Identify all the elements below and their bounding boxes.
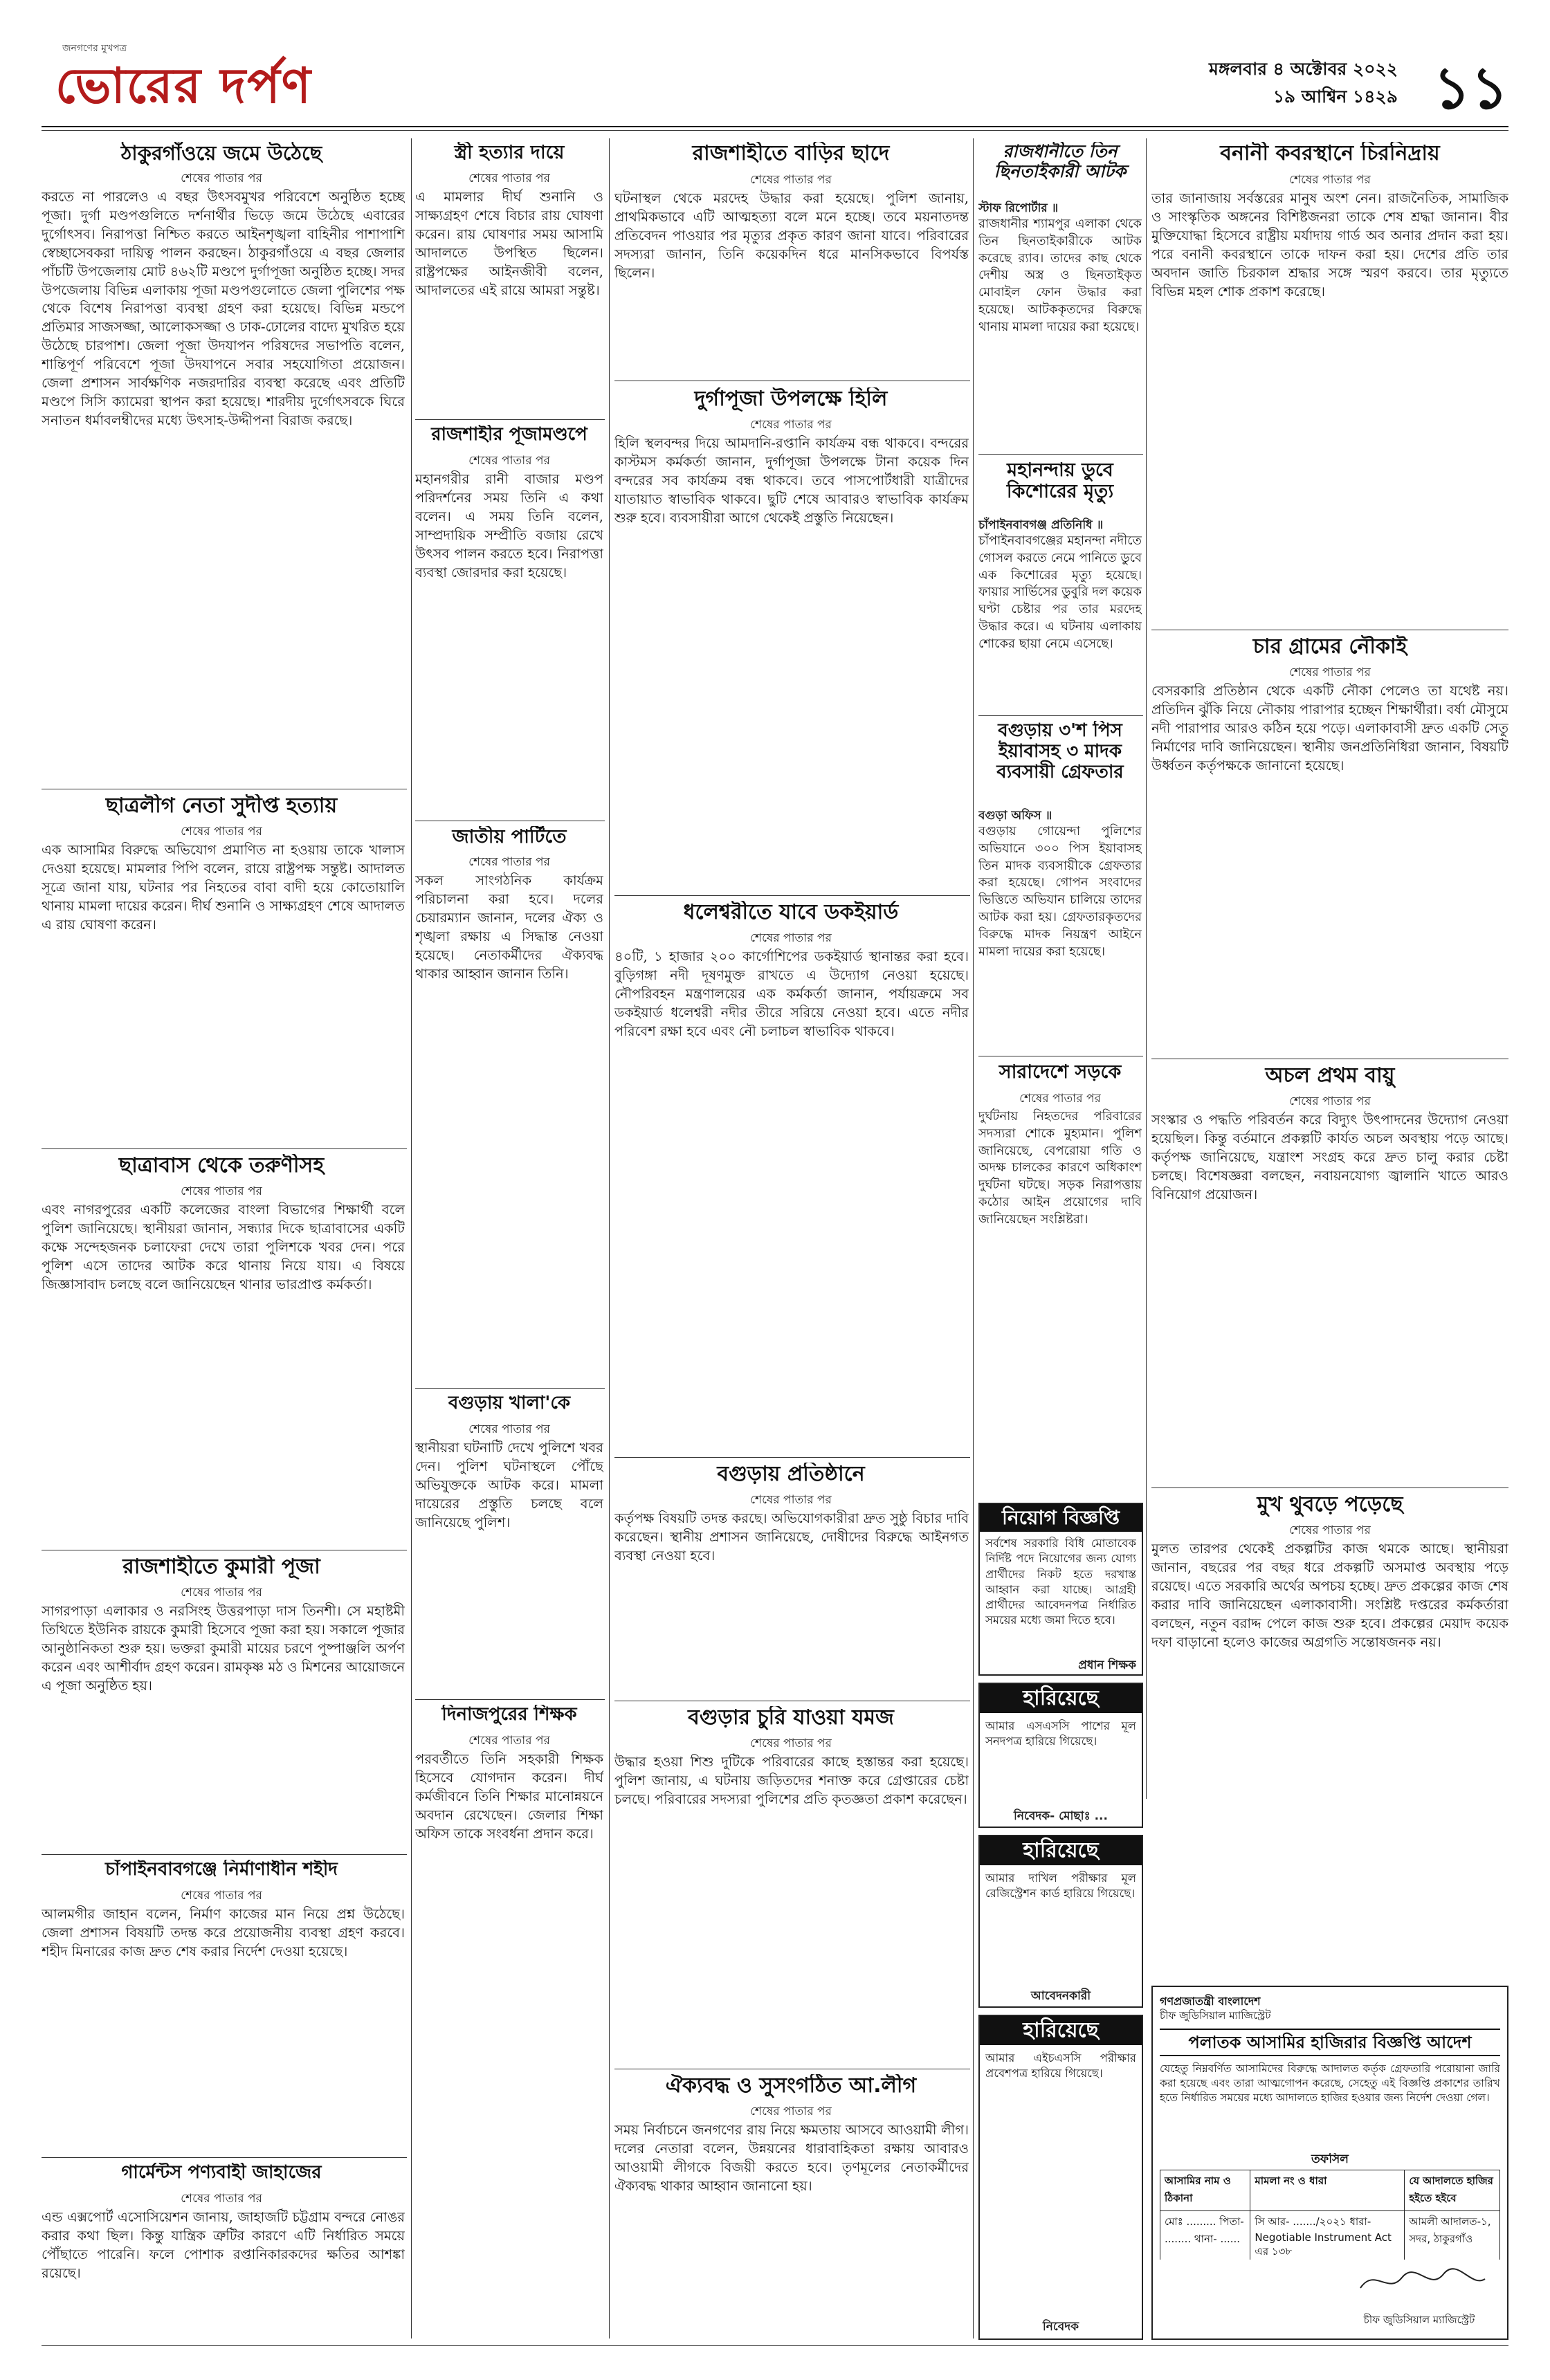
story-divider: [978, 454, 1143, 455]
continued-label: শেষের পাতার পর: [1289, 666, 1371, 679]
court-table-title: তফসিল: [1311, 2153, 1349, 2166]
continued-label: শেষের পাতার পর: [468, 855, 550, 869]
court-notice-body: যেহেতু নিম্নবর্ণিত আসামিদের বিরুদ্ধে আদালত কর্তৃক গ্রেফতারি পরোয়ানা জারি করা হয়েছে এবং তারা আত্মগোপন করেছে, সেহেতু এই বিজ্ঞপ্তি প্রকাশের তারিখ হতে নির্ধারিত সময়ের মধ্যে আদালতে হাজির হওয়ার জন্য নির্দেশ দেওয়া গেল।: [1160, 2062, 1500, 2104]
court-name: চীফ জুডিসিয়াল ম্যাজিস্ট্রেট: [1160, 2009, 1271, 2022]
lost-notice-body: আমার এইচএসসি পরীক্ষার প্রবেশপত্র হারিয়ে গিয়েছে।: [985, 2051, 1136, 2080]
headline-boat: চার গ্রামের নৌকাই: [1252, 635, 1407, 659]
court-table: [1160, 2170, 1500, 2260]
story-divider: [614, 895, 970, 896]
byline: স্টাফ রিপোর্টার ॥: [978, 201, 1059, 214]
continued-label: শেষের পাতার পর: [468, 1734, 550, 1748]
table-row: [1160, 2211, 1500, 2260]
continued-label: শেষের পাতার পর: [1289, 1095, 1371, 1108]
story-mukh: মুলত তারপর থেকেই প্রকল্পটির কাজ থমকে আছে। স্থানীয়রা জানান, বছরের পর বছর ধরে প্রকল্পটি অসমাপ্ত অবস্থায় পড়ে রয়েছে। এতে সরকারি অর্থের অপচয় হচ্ছে। দ্রুত প্রকল্পের কাজ শেষ করার দাবি জানিয়েছেন এলাকাবাসী। সংশ্লিষ্ট দপ্তরের কর্মকর্তারা বলছেন, নতুন বরাদ্দ পেলে কাজ শুরু হবে। প্রকল্পের মেয়াদ কয়েক দফা বাড়ানো হলেও কাজের অগ্রগতি সন্তোষজনক নয়।: [1151, 1541, 1508, 1650]
court-table-header: যে আদালতে হাজির হইতে হইবে: [1405, 2170, 1500, 2211]
story-divider: [415, 1388, 605, 1389]
page-number: ১১: [1432, 54, 1508, 119]
continued-label: শেষের পাতার পর: [468, 172, 550, 185]
continued-label: শেষের পাতার পর: [181, 1184, 262, 1198]
byline: চাঁপাইনবাবগঞ্জ প্রতিনিধি ॥: [978, 518, 1104, 531]
headline-mukh: মুখ থুবড়ে পড়েছে: [1257, 1493, 1403, 1517]
court-notice-title: পলাতক আসামির হাজিরার বিজ্ঞপ্তি আদেশ: [1160, 2029, 1500, 2056]
story-dinajpur: পরবর্তীতে তিনি সহকারী শিক্ষক হিসেবে যোগদান করেন। দীর্ঘ কর্মজীবনে তিনি শিক্ষার মানোন্নয়নে অবদান রেখেছেন। জেলার শিক্ষা অফিস তাকে সংবর্ধনা প্রদান করে।: [415, 1751, 603, 1842]
story-divider: [415, 1699, 605, 1700]
masthead-rule: [42, 126, 1508, 127]
story-bogra-khal: স্থানীয়রা ঘটনাটি দেখে পুলিশে খবর দেন। পুলিশ ঘটনাস্থলে পৌঁছে অভিযুক্তকে আটক করে। মামলা দায়েরের প্রস্তুতি চলছে বলে জানিয়েছে পুলিশ।: [415, 1440, 603, 1530]
continued-label: শেষের পাতার পর: [750, 173, 832, 187]
column-rule: [973, 138, 974, 2338]
story-kumari: সাগরপাড়া এলাকার ও নরসিংহ উত্তরপাড়া দাস তিনশী। সে মহাষ্টমী তিথিতে ইউনিক রায়কে কুমারী হিসেবে পূজা করা হয়। সকালে পূজার আনুষ্ঠানিকতা শুরু হয়। ভক্তরা কুমারী মায়ের চরণে পুষ্পাঞ্জলি অর্পণ করেন এবং আশীর্বাদ গ্রহণ করেন। রামকৃষ্ণ মঠ ও মিশনের আয়োজনে এ পূজা অনুষ্ঠিত হয়।: [42, 1603, 405, 1694]
story-snatchers: রাজধানীর শ্যামপুর এলাকা থেকে তিন ছিনতাইকারীকে আটক করেছে র‍্যাব। তাদের কাছ থেকে দেশীয় অস্ত্র ও ছিনতাইকৃত মোবাইল ফোন উদ্ধার করা হয়েছে। আটককৃতদের বিরুদ্ধে থানায় মামলা দায়ের করা হয়েছে।: [978, 217, 1142, 334]
story-divider: [978, 715, 1143, 716]
masthead-logo: ভোরের দর্পণ: [55, 57, 312, 114]
court-table-cell: মোঃ ......... পিতা- ........ থানা- ......: [1160, 2211, 1250, 2260]
lost-notice-body: আমার এসএসসি পাশের মূল সনদপত্র হারিয়ে গিয়েছে।: [985, 1719, 1136, 1748]
story-hili: হিলি স্থলবন্দর দিয়ে আমদানি-রপ্তানি কার্যক্রম বন্ধ থাকবে। বন্দরের কাস্টমস কর্মকর্তা জানান, দুর্গাপূজা উপলক্ষে টানা কয়েক দিন বন্দরের সব কার্যক্রম বন্ধ থাকবে। তবে পাসপোর্টধারী যাত্রীদের যাতায়াত স্বাভাবিক থাকবে। ছুটি শেষে আবারও স্বাভাবিক কার্যক্রম শুরু হবে। ব্যবসায়ীরা আগে থেকেই প্রস্তুতি নিয়েছেন।: [614, 435, 969, 526]
headline-dinajpur: দিনাজপুরের শিক্ষক: [441, 1705, 577, 1725]
headline-mahananda: মহানন্দায় ডুবে কিশোরের মৃত্যু: [1006, 459, 1114, 503]
story-awami: সময় নির্বাচনে জনগণের রায় নিয়ে ক্ষমতায় আসবে আওয়ামী লীগ। দলের নেতারা বলেন, উন্নয়নের ধারাবাহিকতা রক্ষায় আবারও আওয়ামী লীগকে বিজয়ী করতে হবে। তৃণমূলের নেতাকর্মীদের ঐক্যবদ্ধ থাকার আহ্বান জানানো হয়।: [614, 2122, 969, 2194]
headline-banani: বনানী কবরস্থানে চিরনিদ্রায়: [1220, 142, 1440, 165]
masthead: [42, 28, 1508, 145]
continued-label: শেষের পাতার পর: [181, 172, 262, 185]
column-rule: [411, 138, 412, 2338]
continued-label: শেষের পাতার পর: [181, 825, 262, 839]
lost-notice: [978, 1683, 1143, 1828]
court-table-cell: আমলী আদালত-১, সদর, ঠাকুরগাঁও: [1405, 2211, 1500, 2260]
headline-jatiya: জাতীয় পার্টিতে: [452, 826, 567, 848]
lost-notice-signer: নিবেদক: [1042, 2320, 1079, 2333]
lost-notice-title: হারিয়েছে: [980, 2016, 1142, 2045]
byline: বগুড়া অফিস ॥: [978, 809, 1052, 822]
continued-label: শেষের পাতার পর: [1289, 1523, 1371, 1537]
story-divider: [614, 1457, 970, 1458]
headline-twins: বগুড়ার চুরি যাওয়া যমজ: [688, 1706, 894, 1730]
continued-label: শেষের পাতার পর: [1019, 1092, 1101, 1106]
lost-notice-title: হারিয়েছে: [980, 1684, 1142, 1713]
lost-notice-title: হারিয়েছে: [980, 1836, 1142, 1865]
continued-label: শেষের পাতার পর: [181, 2192, 262, 2206]
job-notice-signer: প্রধান শিক্ষক: [1078, 1658, 1136, 1672]
story-divider: [42, 2157, 407, 2158]
lost-notice-body: আমার দাখিল পরীক্ষার মূল রেজিস্ট্রেশন কার্ড হারিয়ে গিয়েছে।: [985, 1871, 1136, 1901]
headline-sudipto: ছাত্রলীগ নেতা সুদীপ্ত হত্যায়: [105, 794, 338, 818]
court-table-header: আসামির নাম ও ঠিকানা: [1160, 2170, 1250, 2211]
lost-notice: [978, 1835, 1143, 2008]
story-saradesh: দুর্ঘটনায় নিহতদের পরিবারের সদস্যরা শোকে মুহ্যমান। পুলিশ জানিয়েছে, বেপরোয়া গতি ও অদক্ষ চালকের কারণে অধিকাংশ দুর্ঘটনা ঘটছে। সড়ক নিরাপত্তায় কঠোর আইন প্রয়োগের দাবি জানিয়েছেন সংশ্লিষ্টরা।: [978, 1109, 1142, 1227]
headline-awami: ঐক্যবদ্ধ ও সুসংগঠিত আ.লীগ: [665, 2074, 917, 2098]
court-signature-caption: চীফ জুডিসিয়াল ম্যাজিস্ট্রেট: [1363, 2314, 1475, 2326]
story-jatiya: সকল সাংগঠনিক কার্যক্রম পরিচালনা করা হবে। দলের চেয়ারম্যান জানান, দলের ঐক্য ও শৃঙ্খলা রক্ষায় এ সিদ্ধান্ত নেওয়া হয়েছে। নেতাকর্মীদের ঐক্যবদ্ধ থাকার আহ্বান জানান তিনি।: [415, 872, 603, 982]
judge-signature: [1347, 2264, 1499, 2305]
headline-wife: স্ত্রী হত্যার দায়ে: [454, 142, 565, 163]
continued-label: শেষের পাতার পর: [181, 1889, 262, 1903]
headline-roof: রাজশাহীতে বাড়ির ছাদে: [692, 142, 890, 165]
continued-label: শেষের পাতার পর: [181, 1586, 262, 1600]
masthead-bangla-date: ১৯ আশ্বিন ১৪২৯: [1273, 86, 1398, 107]
headline-hostel: ছাত্রাবাস থেকে তরুণীসহ: [118, 1154, 325, 1178]
column-rule: [609, 138, 610, 2338]
court-govt: গণপ্রজাতন্ত্রী বাংলাদেশ: [1160, 1995, 1261, 2008]
column-rule: [1146, 138, 1147, 1799]
headline-kumari: রাজশাহীতে কুমারী পূজা: [122, 1555, 320, 1579]
headline-puja-rajshahi: রাজশাহীর পূজামণ্ডপে: [431, 425, 587, 445]
story-divider: [42, 1148, 407, 1149]
story-shahid: আলমগীর জাহান বলেন, নির্মাণ কাজের মান নিয়ে প্রশ্ন উঠেছে। জেলা প্রশাসন বিষয়টি তদন্ত করে প্রয়োজনীয় ব্যবস্থা গ্রহণ করবে। শহীদ মিনারের কাজ দ্রুত শেষ করার নির্দেশ দেওয়া হয়েছে।: [42, 1906, 405, 1959]
story-sudipto: এক আসামির বিরুদ্ধে অভিযোগ প্রমাণিত না হওয়ায় তাকে খালাস দেওয়া হয়েছে। মামলার পিপি বলেন, রায়ে রাষ্ট্রপক্ষ সন্তুষ্ট। আদালত সূত্রে জানা যায়, ঘটনার পর নিহতের বাবা বাদী হয়ে কোতোয়ালি থানায় মামলা দায়ের করেন। দীর্ঘ শুনানি ও সাক্ষ্যগ্রহণ শেষে আদালত এ রায় ঘোষণা করেন।: [42, 842, 405, 933]
headline-bogra-org: বগুড়ায় প্রতিষ্ঠানে: [717, 1463, 865, 1486]
continued-label: শেষের পাতার পর: [1289, 173, 1371, 187]
masthead-tagline: জনগণের মুখপত্র: [62, 43, 127, 54]
headline-saradesh: সারাদেশে সড়কে: [999, 1061, 1122, 1083]
masthead-rule-thin: [42, 130, 1508, 131]
continued-label: শেষের পাতার পর: [750, 1737, 832, 1750]
story-wife: এ মামলার দীর্ঘ শুনানি ও সাক্ষ্যগ্রহণ শেষে বিচার রায় ঘোষণা করেন। রায় ঘোষণার সময় আসামি আদালতে উপস্থিত ছিলেন। রাষ্ট্রপক্ষের আইনজীবী বলেন, আদালতের এই রায়ে আমরা সন্তুষ্ট।: [415, 189, 603, 298]
story-yaba: বগুড়ায় গোয়েন্দা পুলিশের অভিযানে ৩০০ পিস ইয়াবাসহ তিন মাদক ব্যবসায়ীকে গ্রেফতার করা হয়েছে। গোপন সংবাদের ভিত্তিতে অভিযান চালিয়ে তাদের আটক করা হয়। গ্রেফতারকৃতদের বিরুদ্ধে মাদক নিয়ন্ত্রণ আইনে মামলা দায়ের করা হয়েছে।: [978, 824, 1142, 959]
headline-fire: অচল প্রথম বায়ু: [1265, 1064, 1395, 1088]
story-fire: সংস্কার ও পদ্ধতি পরিবর্তন করে বিদ্যুৎ উৎপাদনের উদ্যোগ নেওয়া হয়েছিল। কিন্তু বর্তমানে প্রকল্পটি কার্যত অচল অবস্থায় পড়ে আছে। কর্তৃপক্ষ জানিয়েছে, যন্ত্রাংশ সংগ্রহ করে দ্রুত চালু করার চেষ্টা চলছে। বিশেষজ্ঞরা বলছেন, নবায়নযোগ্য জ্বালানি খাতে আরও বিনিয়োগ প্রয়োজন।: [1151, 1112, 1508, 1202]
continued-label: শেষের পাতার পর: [750, 931, 832, 945]
story-divider: [42, 1854, 407, 1855]
court-table-cell: সি আর- ......./২০২১ ধারা- Negotiable Instrument Act এর ১৩৮: [1250, 2211, 1405, 2260]
footer-rule: [42, 2345, 1508, 2346]
continued-label: শেষের পাতার পর: [750, 418, 832, 432]
headline-shahid: চাঁপাইনবাবগঞ্জে নির্মাণাধীন শহীদ: [105, 1860, 338, 1880]
continued-label: শেষের পাতার পর: [750, 1493, 832, 1507]
court-notice: [1151, 1986, 1508, 2340]
headline-thakurgaon: ঠাকুরগাঁওয়ে জমে উঠেছে: [120, 142, 322, 165]
story-divider: [415, 419, 605, 420]
signature-scribble-icon: [1353, 2264, 1492, 2298]
job-notice-body: সর্বশেষ সরকারি বিধি মোতাবেক নির্দিষ্ট পদে নিয়োগের জন্য যোগ্য প্রার্থীদের নিকট হতে দরখাস্ত আহ্বান করা যাচ্ছে। আগ্রহী প্রার্থীদের আবেদনপত্র নির্ধারিত সময়ের মধ্যে জমা দিতে হবে।: [985, 1537, 1136, 1627]
story-roof: ঘটনাস্থল থেকে মরদেহ উদ্ধার করা হয়েছে। পুলিশ জানায়, প্রাথমিকভাবে এটি আত্মহত্যা বলে মনে হচ্ছে। তবে ময়নাতদন্ত প্রতিবেদন পাওয়ার পর মৃত্যুর প্রকৃত কারণ জানা যাবে। পরিবারের সদস্যরা জানান, তিনি কয়েকদিন ধরে মানসিকভাবে বিপর্যস্ত ছিলেন।: [614, 190, 969, 281]
story-bogra-org: কর্তৃপক্ষ বিষয়টি তদন্ত করছে। অভিযোগকারীরা দ্রুত সুষ্ঠু বিচার দাবি করেছেন। স্থানীয় প্রশাসন জানিয়েছে, দোষীদের বিরুদ্ধে আইনগত ব্যবস্থা নেওয়া হবে।: [614, 1510, 969, 1564]
lost-notice-signer: নিবেদক- মোছাঃ ...: [1014, 1809, 1108, 1822]
headline-bogra-khal: বগুড়ায় খালা'কে: [448, 1393, 571, 1413]
story-thakurgaon: করতে না পারলেও এ বছর উৎসবমুখর পরিবেশে অনুষ্ঠিত হচ্ছে পূজা। দুর্গা মণ্ডপগুলিতে দর্শনার্থীর ভিড়ে জমে উঠেছে এবারের দুর্গোৎসব। নিরাপত্তা নিশ্চিত করতে আইনশৃঙ্খলা বাহিনীর পাশাপাশি স্বেচ্ছাসেবকরা দায়িত্ব পালন করছেন। ঠাকুরগাঁওয়ে এ বছর জেলার পাঁচটি উপজেলায় মোট ৪৬২টি মণ্ডপে দুর্গাপূজা অনুষ্ঠিত হচ্ছে। সদর উপজেলায় বিভিন্ন এলাকায় পূজা মণ্ডপগুলোতে জেলা পুলিশের পক্ষ থেকে বিশেষ নিরাপত্তা ব্যবস্থা গ্রহণ করা হয়েছে। বিভিন্ন মন্ডপে প্রতিমার সাজসজ্জা, আলোকসজ্জা ও ঢাক-ঢোলের বাদ্যে মুখরিত হয়ে উঠেছে চারপাশ। জেলা পূজা উদযাপন পরিষদের সভাপতি বলেন, শান্তিপূর্ণ পরিবেশে পূজা উদযাপনে সবার সহযোগিতা প্রয়োজন। জেলা প্রশাসন সার্বক্ষণিক নজরদারির ব্যবস্থা করেছে এবং প্রতিটি মণ্ডপে সিসি ক্যামেরা স্থাপন করা হয়েছে। শারদীয় দুর্গোৎসবকে ঘিরে সনাতন ধর্মাবলম্বীদের মধ্যে উৎসাহ-উদ্দীপনা বিরাজ করছে।: [42, 189, 405, 428]
lost-notice: [978, 2015, 1143, 2340]
story-mahananda: চাঁপাইনবাবগঞ্জের মহানন্দা নদীতে গোসল করতে নেমে পানিতে ডুবে এক কিশোরের মৃত্যু হয়েছে। ফায়ার সার্ভিসের ডুবুরি দল কয়েক ঘণ্টা চেষ্টার পর তার মরদেহ উদ্ধার করে। এ ঘটনায় এলাকায় শোকের ছায়া নেমে এসেছে।: [978, 533, 1142, 651]
story-hostel: এবং নাগরপুরের একটি কলেজের বাংলা বিভাগের শিক্ষার্থী বলে পুলিশ জানিয়েছে। স্থানীয়রা জানান, সন্ধ্যার দিকে ছাত্রাবাসের একটি কক্ষে সন্দেহজনক চলাফেরা দেখে তারা পুলিশকে খবর দেন। পরে পুলিশ এসে তাদের আটক করে থানায় নিয়ে যায়। এ বিষয়ে জিজ্ঞাসাবাদ চলছে বলে জানিয়েছেন থানার ভারপ্রাপ্ত কর্মকর্তা।: [42, 1202, 405, 1292]
headline-hili: দুর্গাপূজা উপলক্ষে হিলি: [694, 387, 888, 411]
story-twins: উদ্ধার হওয়া শিশু দুটিকে পরিবারের কাছে হস্তান্তর করা হয়েছে। পুলিশ জানায়, এ ঘটনায় জড়িতদের শনাক্ত করে গ্রেপ্তারের চেষ্টা চলছে। পরিবারের সদস্যরা পুলিশের প্রতি কৃতজ্ঞতা প্রকাশ করেছেন।: [614, 1754, 969, 1807]
court-table-header: মামলা নং ও ধারা: [1250, 2170, 1405, 2211]
lost-notice-signer: আবেদনকারী: [1030, 1989, 1091, 2002]
headline-snatchers: রাজধানীতে তিন ছিনতাইকারী আটক: [994, 142, 1127, 181]
story-garments: এন্ড এক্সপোর্ট এসোসিয়েশন জানায়, জাহাজটি চট্টগ্রাম বন্দরে নোঙর করার কথা ছিল। কিন্তু যান্ত্রিক ত্রুটির কারণে এটি নির্ধারিত সময়ে পৌঁছাতে পারেনি। ফলে পোশাক রপ্তানিকারকদের ক্ষতির আশঙ্কা রয়েছে।: [42, 2209, 405, 2281]
continued-label: শেষের পাতার পর: [468, 1422, 550, 1436]
headline-garments: গার্মেন্টস পণ্যবাহী জাহাজের: [121, 2163, 322, 2183]
headline-dockyard: ধলেশ্বরীতে যাবে ডকইয়ার্ড: [683, 901, 899, 924]
story-puja-rajshahi: মহানগরীর রানী বাজার মণ্ডপ পরিদর্শনের সময় তিনি এ কথা বলেন। এ সময় তিনি বলেন, সাম্প্রদায়িক সম্প্রীতি বজায় রেখে উৎসব পালন করতে হবে। নিরাপত্তা ব্যবস্থা জোরদার করা হয়েছে।: [415, 471, 603, 580]
continued-label: শেষের পাতার পর: [468, 454, 550, 468]
job-notice: [978, 1503, 1143, 1676]
masthead-date: মঙ্গলবার ৪ অক্টোবর ২০২২: [1208, 59, 1398, 79]
story-boat: বেসরকারি প্রতিষ্ঠান থেকে একটি নৌকা পেলেও তা যথেষ্ট নয়। প্রতিদিন ঝুঁকি নিয়ে নৌকায় পারাপার হচ্ছেন শিক্ষার্থীরা। বর্ষা মৌসুমে নদী পারাপার আরও কঠিন হয়ে পড়ে। এলাকাবাসী দ্রুত একটি সেতু নির্মাণের দাবি জানিয়েছেন। স্থানীয় জনপ্রতিনিধিরা জানান, বিষয়টি উর্ধ্বতন কর্তৃপক্ষকে জানানো হয়েছে।: [1151, 683, 1508, 774]
job-notice-title: নিয়োগ বিজ্ঞপ্তি: [980, 1504, 1142, 1532]
continued-label: শেষের পাতার পর: [750, 2105, 832, 2118]
story-banani: তার জানাজায় সর্বস্তরের মানুষ অংশ নেন। রাজনৈতিক, সামাজিক ও সাংস্কৃতিক অঙ্গনের বিশিষ্টজনরা তাকে শেষ শ্রদ্ধা জানান। বীর মুক্তিযোদ্ধা হিসেবে রাষ্ট্রীয় মর্যাদায় গার্ড অব অনার প্রদান করা হয়। পরে বনানী কবরস্থানে তাকে দাফন করা হয়। দেশের প্রতি তার অবদান জাতি চিরকাল শ্রদ্ধার সঙ্গে স্মরণ করবে। তার মৃত্যুতে বিভিন্ন মহল শোক প্রকাশ করেছে।: [1151, 190, 1508, 300]
story-dockyard: ৪০টি, ১ হাজার ২০০ কার্গোশিপের ডকইয়ার্ড স্থানান্তর করা হবে। বুড়িগঙ্গা নদী দূষণমুক্ত রাখতে এ উদ্যোগ নেওয়া হয়েছে। নৌপরিবহন মন্ত্রণালয়ের এক কর্মকর্তা জানান, পর্যায়ক্রমে সব ডকইয়ার্ড ধলেশ্বরী নদীর তীরে সরিয়ে নেওয়া হবে। এতে নদীর পরিবেশ রক্ষা হবে এবং নৌ চলাচল স্বাভাবিক থাকবে।: [614, 949, 969, 1039]
headline-yaba: বগুড়ায় ৩'শ পিস ইয়াবাসহ ৩ মাদক ব্যবসায়ী গ্রেফতার: [996, 721, 1124, 782]
